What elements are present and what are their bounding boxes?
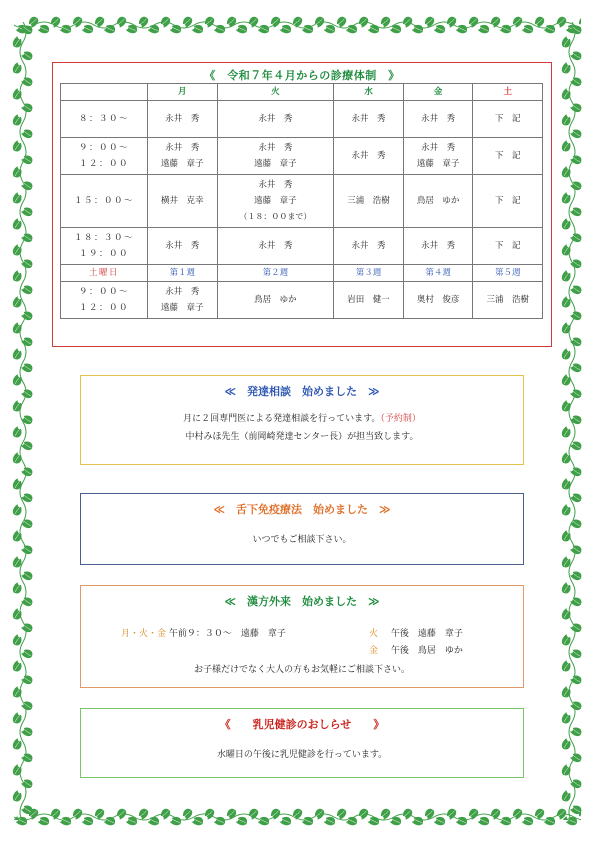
schedule-doctor-cell-line: 遠藤 章子	[416, 159, 460, 169]
schedule-time-cell-line: ９：００～	[78, 143, 129, 153]
table-row	[61, 175, 543, 228]
kampo-tue-afternoon	[369, 626, 463, 643]
infant-checkup-box	[80, 708, 524, 778]
saturday-doctor-cell-line: 永井 秀	[165, 287, 200, 297]
kampo-fri-detail: 午後 鳥居 ゆか	[390, 646, 463, 656]
schedule-doctor-cell	[473, 101, 543, 138]
schedule-doctor-cell-line: 永井 秀	[421, 241, 456, 251]
header-mon: 月	[148, 84, 218, 101]
saturday-doctor-cell	[334, 282, 404, 319]
schedule-doctor-cell	[473, 138, 543, 175]
schedule-time-cell	[61, 138, 148, 175]
table-row	[61, 282, 543, 319]
ivy-border-bottom	[14, 802, 581, 832]
development-line2: 中村みほ先生（前岡崎発達センター長）が担当致します。	[185, 432, 419, 442]
schedule-doctor-cell-line: 鳥居 ゆか	[416, 196, 460, 206]
header-wed: 水	[334, 84, 404, 101]
kampo-tue-day: 火	[369, 629, 379, 639]
saturday-doctor-cell	[148, 282, 218, 319]
kampo-title: ≪ 漢方外来 始めました ≫	[224, 595, 380, 608]
kampo-tue-detail: 午後 遠藤 章子	[390, 629, 463, 639]
kampo-morning-detail: 午前９：３０～ 遠藤 章子	[168, 629, 286, 639]
schedule-table	[60, 83, 543, 319]
schedule-time-cell-line: ８：３０～	[78, 114, 129, 124]
kampo-footer: お子様だけでなく大人の方もお気軽にご相談下さい。	[193, 665, 410, 675]
schedule-doctor-cell	[403, 101, 473, 138]
schedule-doctor-cell-line: 永井 秀	[351, 151, 386, 161]
saturday-doctor-cell	[403, 282, 473, 319]
saturday-doctor-cell	[473, 282, 543, 319]
week-4: 第４週	[403, 265, 473, 282]
ivy-border-right	[559, 22, 585, 820]
schedule-doctor-cell-line: 永井 秀	[258, 114, 293, 124]
development-consult-box	[80, 375, 524, 465]
schedule-time-cell-line: １５：００～	[73, 196, 134, 206]
saturday-doctor-cell-line: 遠藤 章子	[161, 303, 204, 313]
checkup-text: 水曜日の午後に乳児健診を行っています。	[216, 750, 388, 760]
saturday-doctor-cell-line: 岩田 健一	[347, 295, 390, 305]
schedule-doctor-cell-line: 遠藤 章子	[254, 196, 297, 206]
kampo-fri-day: 金	[369, 646, 379, 656]
header-sat: 土	[473, 84, 543, 101]
saturday-doctor-cell-line: 鳥居 ゆか	[254, 295, 297, 305]
saturday-doctor-cell	[217, 282, 334, 319]
schedule-doctor-cell	[217, 175, 334, 228]
schedule-doctor-cell-line: 下 記	[494, 151, 521, 161]
reservation-note: （予約制）	[380, 414, 421, 424]
schedule-doctor-cell-line: 永井 秀	[351, 241, 386, 251]
schedule-doctor-cell-line: 永井 秀	[421, 143, 456, 153]
week-3: 第３週	[334, 265, 404, 282]
schedule-doctor-cell-line: （１８：００まで）	[239, 212, 312, 221]
schedule-doctor-cell-line: 永井 秀	[165, 114, 200, 124]
schedule-time-cell	[61, 228, 148, 265]
schedule-doctor-cell-line: 永井 秀	[165, 241, 200, 251]
schedule-doctor-cell-line: 永井 秀	[258, 143, 293, 153]
saturday-time-cell	[61, 282, 148, 319]
schedule-doctor-cell-line: 三浦 浩樹	[347, 196, 390, 206]
schedule-doctor-cell-line: 下 記	[494, 114, 521, 124]
saturday-time-cell-line: １２：００	[78, 303, 129, 313]
development-line1	[81, 410, 523, 428]
schedule-doctor-cell	[148, 101, 218, 138]
kampo-fri-afternoon	[369, 643, 463, 660]
schedule-doctor-cell	[334, 175, 404, 228]
header-fri: 金	[403, 84, 473, 101]
schedule-doctor-cell-line: 永井 秀	[421, 114, 456, 124]
schedule-doctor-cell-line: 永井 秀	[258, 180, 293, 190]
schedule-time-cell-line: １９：００	[78, 249, 129, 259]
schedule-doctor-cell-line: 遠藤 章子	[254, 159, 297, 169]
saturday-week-row	[61, 265, 543, 282]
development-line1-text: 月に２回専門医による発達相談を行っています。	[183, 414, 381, 424]
header-blank	[61, 84, 148, 101]
schedule-doctor-cell	[217, 101, 334, 138]
saturday-doctor-cell-line: 三浦 浩樹	[486, 295, 529, 305]
schedule-doctor-cell	[403, 138, 473, 175]
schedule-doctor-cell	[473, 175, 543, 228]
schedule-doctor-cell	[148, 175, 218, 228]
header-tue: 火	[217, 84, 334, 101]
saturday-label: 土曜日	[61, 265, 148, 282]
schedule-doctor-cell	[334, 101, 404, 138]
table-row	[61, 228, 543, 265]
ivy-border-left	[10, 22, 36, 820]
schedule-doctor-cell-line: 横井 克幸	[161, 196, 204, 206]
saturday-time-cell-line: ９：００～	[78, 287, 129, 297]
immunotherapy-text: いつでもご相談下さい。	[252, 535, 352, 545]
table-row	[61, 138, 543, 175]
schedule-doctor-cell-line: 下 記	[494, 196, 521, 206]
week-2: 第２週	[217, 265, 334, 282]
schedule-doctor-cell	[403, 228, 473, 265]
ivy-border-top	[14, 10, 581, 40]
kampo-morning-days: 月・火・金	[121, 629, 167, 639]
week-1: 第１週	[148, 265, 218, 282]
schedule-time-cell	[61, 101, 148, 138]
immunotherapy-box	[80, 493, 524, 565]
kampo-box	[80, 585, 524, 688]
schedule-doctor-cell-line: 遠藤 章子	[161, 159, 204, 169]
schedule-doctor-cell-line: 永井 秀	[165, 143, 200, 153]
development-title: ≪ 発達相談 始めました ≫	[224, 385, 380, 398]
schedule-doctor-cell	[334, 138, 404, 175]
schedule-doctor-cell-line: 下 記	[494, 241, 521, 251]
schedule-doctor-cell	[148, 228, 218, 265]
schedule-doctor-cell	[217, 138, 334, 175]
week-5: 第５週	[473, 265, 543, 282]
schedule-doctor-cell-line: 永井 秀	[351, 114, 386, 124]
schedule-doctor-cell	[403, 175, 473, 228]
schedule-doctor-cell	[217, 228, 334, 265]
schedule-doctor-cell	[473, 228, 543, 265]
schedule-doctor-cell	[148, 138, 218, 175]
table-row	[61, 101, 543, 138]
schedule-time-cell	[61, 175, 148, 228]
schedule-time-cell-line: １２：００	[78, 159, 129, 169]
schedule-section	[52, 62, 552, 347]
kampo-morning	[121, 626, 286, 643]
table-header-row	[61, 84, 543, 101]
saturday-doctor-cell-line: 奥村 俊彦	[416, 295, 460, 305]
schedule-doctor-cell-line: 永井 秀	[258, 241, 293, 251]
immunotherapy-title: ≪ 舌下免疫療法 始めました ≫	[213, 503, 391, 516]
schedule-time-cell-line: １８：３０～	[73, 233, 134, 243]
checkup-title: 《 乳児健診のおしらせ 》	[219, 718, 385, 731]
schedule-title: 《 令和７年４月からの診療体制 》	[204, 69, 400, 82]
schedule-doctor-cell	[334, 228, 404, 265]
